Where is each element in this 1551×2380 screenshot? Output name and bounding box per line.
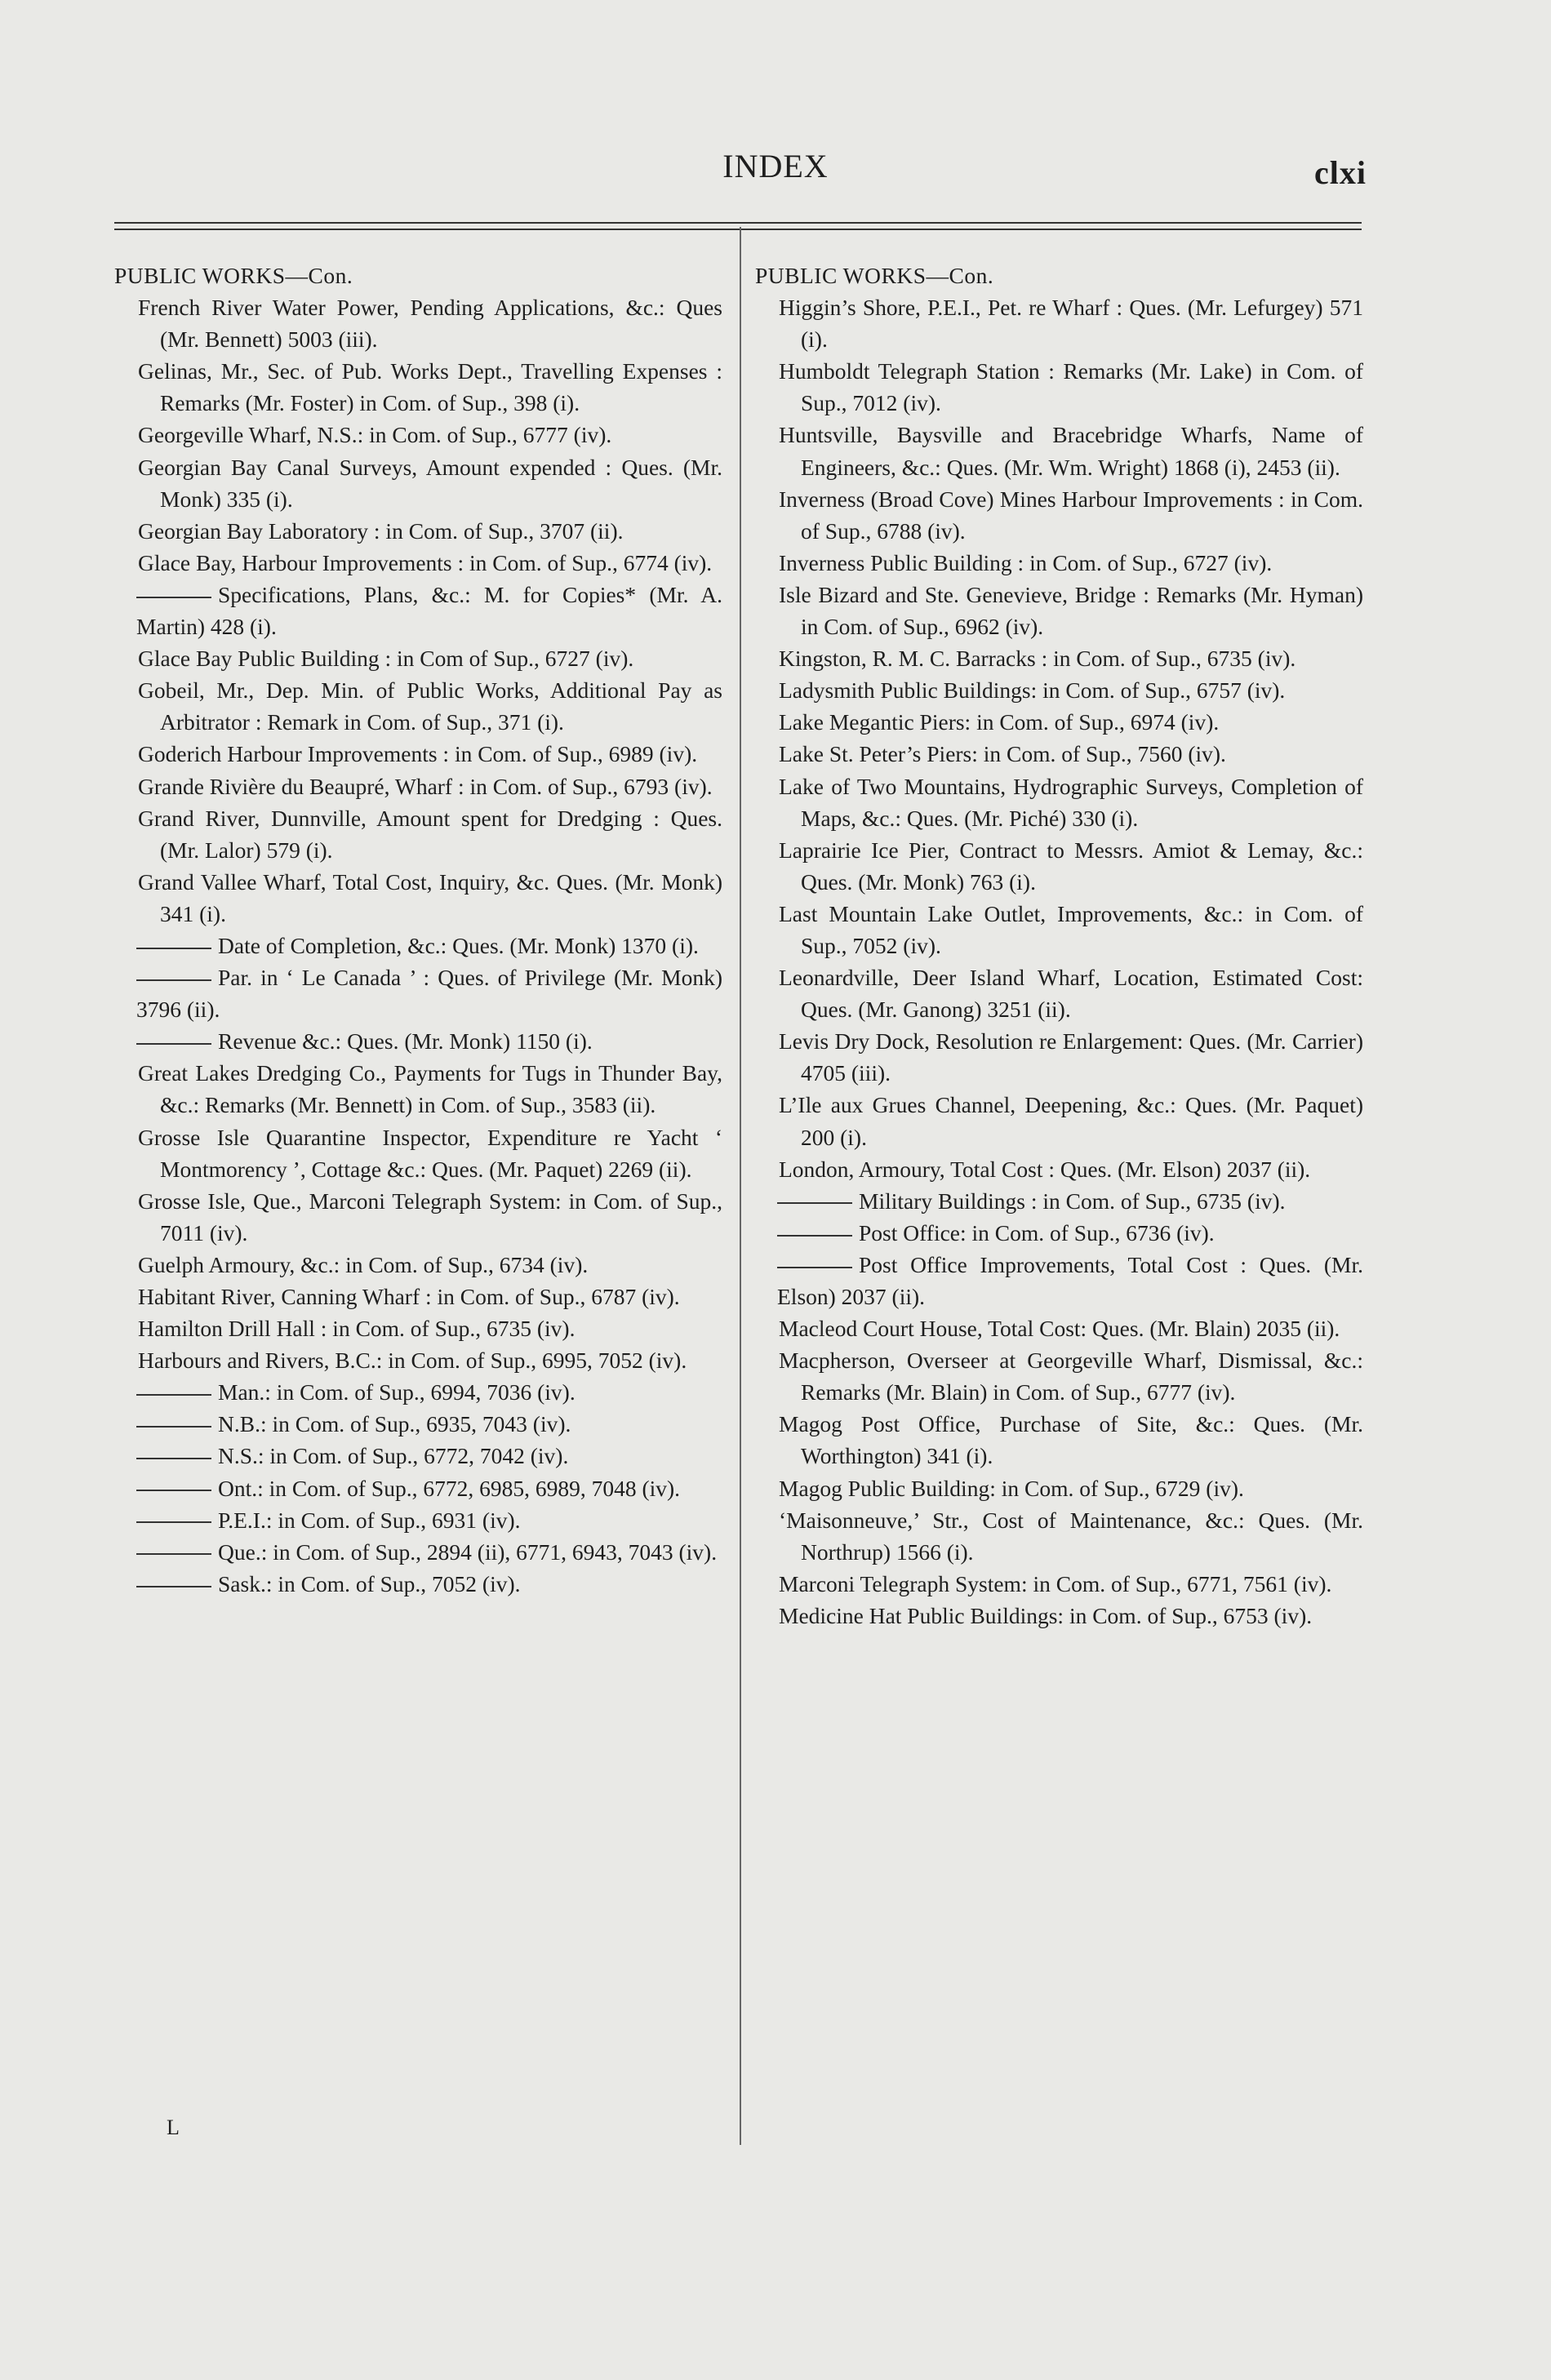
right-column bbox=[755, 260, 1363, 1632]
continuation-dash bbox=[136, 1490, 211, 1491]
entry-text: Georgian Bay Canal Surveys, Amount expended : Ques. (Mr. Monk) 335 (i). bbox=[138, 454, 722, 512]
continuation-dash bbox=[777, 1235, 852, 1237]
entry-text: Grosse Isle, Que., Marconi Telegraph System: in Com. of Sup., 7011 (iv). bbox=[138, 1188, 722, 1246]
entry-text: Habitant River, Canning Wharf : in Com. of Sup., 6787 (iv). bbox=[138, 1284, 680, 1309]
index-subentry bbox=[114, 1408, 722, 1440]
continuation-dash bbox=[136, 1394, 211, 1396]
index-entry bbox=[755, 355, 1363, 419]
index-entry bbox=[755, 706, 1363, 738]
entry-text: London, Armoury, Total Cost : Ques. (Mr. Elson) 2037 (ii). bbox=[779, 1156, 1311, 1182]
entry-text: Date of Completion, &c.: Ques. (Mr. Monk) 1370 (i). bbox=[218, 932, 699, 958]
index-entry bbox=[755, 834, 1363, 898]
index-subentry bbox=[114, 961, 722, 1025]
entry-text: Inverness Public Building : in Com. of Sup., 6727 (iv). bbox=[779, 549, 1273, 575]
entry-text: N.B.: in Com. of Sup., 6935, 7043 (iv). bbox=[218, 1411, 571, 1437]
index-entry bbox=[755, 738, 1363, 770]
index-entry bbox=[755, 1504, 1363, 1568]
index-subentry bbox=[114, 1025, 722, 1057]
index-entry bbox=[114, 1281, 722, 1312]
entry-text: Higgin’s Shore, P.E.I., Pet. re Wharf : Ques. (Mr. Lefurgey) 571 (i). bbox=[779, 295, 1363, 353]
entry-text: Goderich Harbour Improvements : in Com. of Sup., 6989 (iv). bbox=[138, 741, 698, 767]
entry-text: Magog Public Building: in Com. of Sup., 6729 (iv). bbox=[779, 1475, 1244, 1501]
entry-text: Medicine Hat Public Buildings: in Com. of Sup., 6753 (iv). bbox=[779, 1602, 1313, 1628]
entry-text: Grand River, Dunnville, Amount spent for Dredging : Ques. (Mr. Lalor) 579 (i). bbox=[138, 805, 722, 863]
entry-text: Lake St. Peter’s Piers: in Com. of Sup., 7560 (iv). bbox=[779, 741, 1226, 767]
entry-text: Isle Bizard and Ste. Genevieve, Bridge : Remarks (Mr. Hyman) in Com. of Sup., 6962 (iv). bbox=[779, 581, 1363, 640]
section-heading: PUBLIC WORKS—Con. bbox=[114, 263, 353, 288]
index-entry bbox=[755, 1025, 1363, 1089]
index-entry bbox=[755, 1472, 1363, 1504]
index-entry bbox=[755, 1153, 1363, 1185]
entry-text: Man.: in Com. of Sup., 6994, 7036 (iv). bbox=[218, 1379, 576, 1405]
entry-text: Levis Dry Dock, Resolution re Enlargement: Ques. (Mr. Carrier) 4705 (iii). bbox=[779, 1028, 1363, 1086]
entry-text: Gelinas, Mr., Sec. of Pub. Works Dept., Travelling Expenses : Remarks (Mr. Foster) in Com. of Sup., 398 (i). bbox=[138, 358, 722, 416]
entry-text: Leonardville, Deer Island Wharf, Location, Estimated Cost: Ques. (Mr. Ganong) 3251 (ii). bbox=[779, 965, 1363, 1023]
index-subentry bbox=[114, 579, 722, 642]
entry-text: Georgian Bay Laboratory : in Com. of Sup., 3707 (ii). bbox=[138, 517, 624, 544]
index-entry-list bbox=[755, 291, 1363, 1632]
continuation-dash bbox=[136, 1553, 211, 1555]
continuation-dash bbox=[136, 1043, 211, 1045]
entry-text: Glace Bay, Harbour Improvements : in Com. of Sup., 6774 (iv). bbox=[138, 549, 713, 575]
index-entry bbox=[114, 1344, 722, 1376]
entry-text: Inverness (Broad Cove) Mines Harbour Improvements : in Com. of Sup., 6788 (iv). bbox=[779, 486, 1363, 544]
continuation-dash bbox=[777, 1202, 852, 1204]
index-entry bbox=[755, 579, 1363, 642]
entry-text: Par. in ‘ Le Canada ’ : Ques. of Privilege (Mr. Monk) 3796 (ii). bbox=[136, 965, 722, 1023]
entry-text: L’Ile aux Grues Channel, Deepening, &c.: Ques. (Mr. Paquet) 200 (i). bbox=[779, 1092, 1363, 1150]
continuation-dash bbox=[777, 1267, 852, 1268]
index-entry bbox=[114, 738, 722, 770]
entry-text: Grand Vallee Wharf, Total Cost, Inquiry, &c. Ques. (Mr. Monk) 341 (i). bbox=[138, 868, 722, 926]
continuation-dash bbox=[136, 1586, 211, 1587]
entry-text: Glace Bay Public Building : in Com of Sup., 6727 (iv). bbox=[138, 646, 634, 672]
entry-text: ‘Maisonneuve,’ Str., Cost of Maintenance, &c.: Ques. (Mr. Northrup) 1566 (i). bbox=[779, 1507, 1363, 1565]
index-entry bbox=[755, 1600, 1363, 1632]
continuation-dash bbox=[136, 948, 211, 949]
index-entry bbox=[114, 802, 722, 866]
header-rule-bottom bbox=[114, 229, 1362, 230]
entry-text: Revenue &c.: Ques. (Mr. Monk) 1150 (i). bbox=[218, 1028, 593, 1055]
entry-text: Que.: in Com. of Sup., 2894 (ii), 6771, 6943, 7043 (iv). bbox=[218, 1539, 718, 1565]
index-entry bbox=[114, 642, 722, 674]
index-entry bbox=[114, 866, 722, 930]
entry-text: Ont.: in Com. of Sup., 6772, 6985, 6989, 7048 (iv). bbox=[218, 1475, 681, 1501]
index-entry bbox=[114, 1249, 722, 1281]
entry-text: Great Lakes Dredging Co., Payments for Tugs in Thunder Bay, &c.: Remarks (Mr. Bennett) in Com. of Sup., 3583 (ii). bbox=[138, 1060, 722, 1118]
index-entry bbox=[755, 674, 1363, 706]
index-entry bbox=[114, 291, 722, 355]
index-entry bbox=[114, 1312, 722, 1344]
entry-text: Macleod Court House, Total Cost: Ques. (Mr. Blain) 2035 (ii). bbox=[779, 1316, 1340, 1342]
entry-text: Lake of Two Mountains, Hydrographic Surveys, Completion of Maps, &c.: Ques. (Mr. Piché) 330 (i). bbox=[779, 773, 1363, 831]
index-entry bbox=[114, 1185, 722, 1249]
index-entry bbox=[755, 1344, 1363, 1408]
column-divider bbox=[740, 227, 741, 2145]
signature-mark: L bbox=[167, 2116, 180, 2139]
left-column bbox=[114, 260, 722, 1600]
entry-text: Post Office: in Com. of Sup., 6736 (iv). bbox=[859, 1219, 1215, 1246]
page-number: clxi bbox=[1314, 154, 1367, 191]
entry-text: Georgeville Wharf, N.S.: in Com. of Sup., 6777 (iv). bbox=[138, 422, 612, 448]
index-entry bbox=[114, 451, 722, 515]
index-entry bbox=[755, 483, 1363, 547]
index-subentry bbox=[114, 930, 722, 961]
index-entry bbox=[755, 1089, 1363, 1152]
index-subentry bbox=[755, 1249, 1363, 1312]
index-entry bbox=[755, 770, 1363, 834]
header-rule-top bbox=[114, 222, 1362, 224]
index-entry bbox=[114, 1057, 722, 1121]
index-entry bbox=[755, 291, 1363, 355]
entry-text: Gobeil, Mr., Dep. Min. of Public Works, Additional Pay as Arbitrator : Remark in Com. of Sup., 371 (i). bbox=[138, 677, 722, 735]
continuation-dash bbox=[136, 1458, 211, 1459]
index-entry bbox=[755, 419, 1363, 482]
entry-text: Military Buildings : in Com. of Sup., 6735 (iv). bbox=[859, 1188, 1286, 1214]
entry-text: Harbours and Rivers, B.C.: in Com. of Sup., 6995, 7052 (iv). bbox=[138, 1348, 687, 1374]
entry-text: Specifications, Plans, &c.: M. for Copies* (Mr. A. Martin) 428 (i). bbox=[136, 581, 722, 640]
continuation-dash bbox=[136, 1521, 211, 1523]
continuation-dash bbox=[136, 979, 211, 981]
entry-text: Sask.: in Com. of Sup., 7052 (iv). bbox=[218, 1570, 521, 1596]
entry-text: Marconi Telegraph System: in Com. of Sup., 6771, 7561 (iv). bbox=[779, 1570, 1332, 1596]
entry-text: Humboldt Telegraph Station : Remarks (Mr. Lake) in Com. of Sup., 7012 (iv). bbox=[779, 358, 1363, 416]
entry-text: Magog Post Office, Purchase of Site, &c.: Ques. (Mr. Worthington) 341 (i). bbox=[779, 1411, 1363, 1469]
index-entry bbox=[114, 770, 722, 802]
entry-text: Grosse Isle Quarantine Inspector, Expenditure re Yacht ‘ Montmorency ’, Cottage &c.: Ques. (Mr. Paquet) 2269 (ii). bbox=[138, 1124, 722, 1182]
entry-text: Ladysmith Public Buildings: in Com. of Sup., 6757 (iv). bbox=[779, 677, 1286, 704]
entry-text: P.E.I.: in Com. of Sup., 6931 (iv). bbox=[218, 1507, 521, 1533]
page-title: INDEX bbox=[722, 148, 829, 184]
index-subentry bbox=[114, 1376, 722, 1408]
entry-text: Kingston, R. M. C. Barracks : in Com. of Sup., 6735 (iv). bbox=[779, 646, 1296, 672]
index-subentry bbox=[755, 1185, 1363, 1217]
index-subentry bbox=[114, 1440, 722, 1472]
index-entry bbox=[114, 355, 722, 419]
entry-text: Hamilton Drill Hall : in Com. of Sup., 6735 (iv). bbox=[138, 1316, 576, 1342]
index-subentry bbox=[114, 1504, 722, 1536]
index-entry bbox=[755, 1312, 1363, 1344]
index-subentry bbox=[114, 1472, 722, 1504]
entry-text: Grande Rivière du Beaupré, Wharf : in Com. of Sup., 6793 (iv). bbox=[138, 773, 713, 799]
index-entry bbox=[755, 547, 1363, 579]
entry-text: Macpherson, Overseer at Georgeville Wharf, Dismissal, &c.: Remarks (Mr. Blain) in Com. of Sup., 6777 (iv). bbox=[779, 1348, 1363, 1405]
index-entry bbox=[755, 642, 1363, 674]
index-subentry bbox=[755, 1217, 1363, 1249]
continuation-dash bbox=[136, 597, 211, 598]
section-heading: PUBLIC WORKS—Con. bbox=[755, 263, 994, 288]
index-subentry bbox=[114, 1536, 722, 1568]
index-entry bbox=[114, 419, 722, 451]
entry-text: Huntsville, Baysville and Bracebridge Wharfs, Name of Engineers, &c.: Ques. (Mr. Wm. Wright) 1868 (i), 2453 (ii). bbox=[779, 422, 1363, 480]
index-entry-list bbox=[114, 291, 722, 1600]
continuation-dash bbox=[136, 1426, 211, 1428]
index-entry bbox=[114, 515, 722, 547]
index-entry bbox=[755, 898, 1363, 961]
entry-text: Last Mountain Lake Outlet, Improvements, &c.: in Com. of Sup., 7052 (iv). bbox=[779, 900, 1363, 958]
entry-text: French River Water Power, Pending Applications, &c.: Ques (Mr. Bennett) 5003 (iii). bbox=[138, 295, 722, 353]
entry-text: Laprairie Ice Pier, Contract to Messrs. Amiot & Lemay, &c.: Ques. (Mr. Monk) 763 (i). bbox=[779, 837, 1363, 895]
index-entry bbox=[755, 961, 1363, 1025]
entry-text: Guelph Armoury, &c.: in Com. of Sup., 6734 (iv). bbox=[138, 1251, 589, 1277]
entry-text: N.S.: in Com. of Sup., 6772, 7042 (iv). bbox=[218, 1443, 569, 1469]
entry-text: Post Office Improvements, Total Cost : Ques. (Mr. Elson) 2037 (ii). bbox=[777, 1251, 1363, 1309]
entry-text: Lake Megantic Piers: in Com. of Sup., 6974 (iv). bbox=[779, 709, 1220, 735]
index-entry bbox=[755, 1568, 1363, 1600]
index-entry bbox=[114, 1121, 722, 1185]
index-subentry bbox=[114, 1568, 722, 1600]
index-entry bbox=[755, 1408, 1363, 1472]
index-entry bbox=[114, 674, 722, 738]
index-entry bbox=[114, 547, 722, 579]
